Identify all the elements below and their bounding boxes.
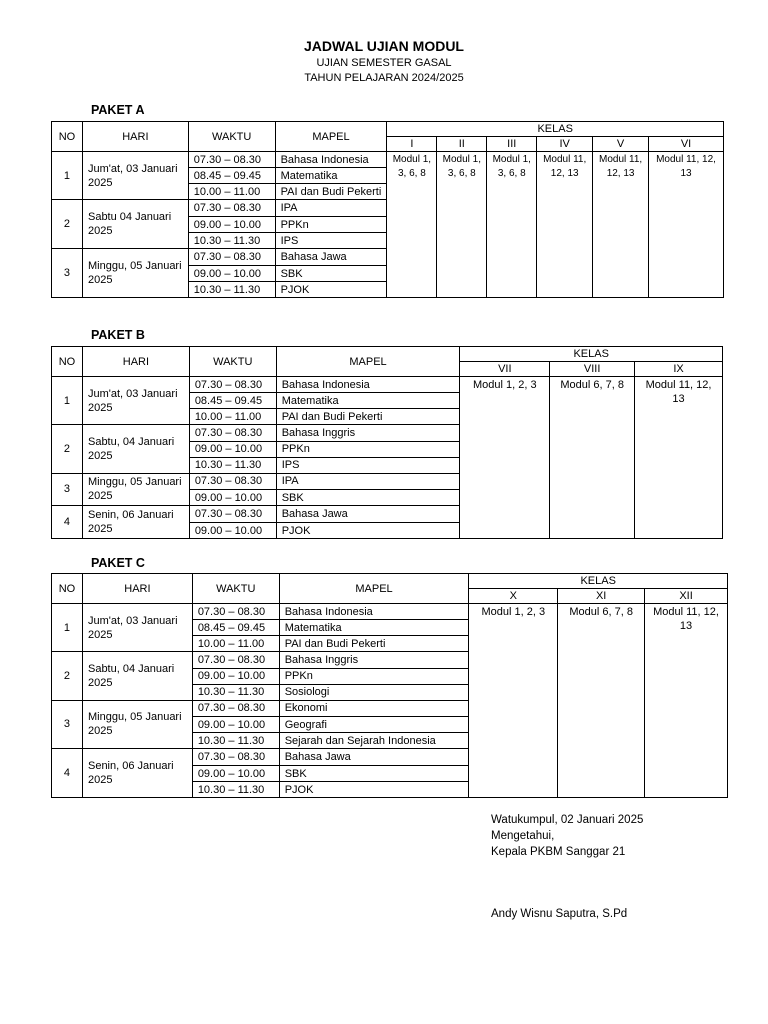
subject-cell: Matematika <box>275 168 387 184</box>
day-number: 3 <box>52 700 83 749</box>
paket-a-table <box>51 121 724 298</box>
subject-cell: PJOK <box>276 523 460 539</box>
time-cell: 09.00 – 10.00 <box>189 490 276 506</box>
class-header: VIII <box>550 362 635 377</box>
subject-cell: Bahasa Jawa <box>279 749 469 766</box>
class-header: XI <box>558 589 645 604</box>
class-header: IX <box>635 362 723 377</box>
table-row <box>52 152 724 168</box>
time-cell: 07.30 – 08.30 <box>192 604 279 620</box>
class-header: VII <box>460 362 550 377</box>
class-header: XII <box>645 589 728 604</box>
subject-cell: Bahasa Indonesia <box>276 377 460 393</box>
module-cell: Modul 1, 2, 3 <box>469 604 558 798</box>
day-number: 2 <box>52 200 83 249</box>
time-cell: 10.30 – 11.30 <box>189 457 276 473</box>
time-cell: 10.30 – 11.30 <box>188 282 275 298</box>
signature-place-date: Watukumpul, 02 Januari 2025 <box>491 814 644 826</box>
subject-cell: IPS <box>275 233 387 249</box>
module-cell: Modul 11, 12, 13 <box>537 152 593 298</box>
time-cell: 08.45 – 09.45 <box>188 168 275 184</box>
paket-c-table <box>51 573 728 798</box>
class-header: IV <box>537 137 593 152</box>
subject-cell: PJOK <box>275 282 387 298</box>
day-date: Minggu, 05 Januari 2025 <box>82 473 189 506</box>
time-cell: 09.00 – 10.00 <box>192 766 279 782</box>
day-date: Sabtu 04 Januari 2025 <box>82 200 188 249</box>
day-date: Minggu, 05 Januari 2025 <box>82 700 192 749</box>
time-cell: 07.30 – 08.30 <box>189 425 276 442</box>
day-number: 1 <box>52 152 83 200</box>
header-mapel: MAPEL <box>279 574 469 604</box>
document-title: JADWAL UJIAN MODUL <box>304 38 464 54</box>
signature-name: Andy Wisnu Saputra, S.Pd <box>491 908 628 920</box>
time-cell: 09.00 – 10.00 <box>188 266 275 282</box>
subject-cell: SBK <box>275 266 387 282</box>
time-cell: 10.00 – 11.00 <box>192 636 279 652</box>
time-cell: 08.45 – 09.45 <box>192 620 279 636</box>
time-cell: 09.00 – 10.00 <box>188 217 275 233</box>
subject-cell: Bahasa Jawa <box>276 506 460 523</box>
time-cell: 08.45 – 09.45 <box>189 393 276 409</box>
module-cell: Modul 6, 7, 8 <box>558 604 645 798</box>
header-kelas: KELAS <box>460 347 723 362</box>
subject-cell: IPA <box>275 200 387 217</box>
header-waktu: WAKTU <box>188 122 275 152</box>
day-date: Senin, 06 Januari 2025 <box>82 749 192 798</box>
subject-cell: SBK <box>276 490 460 506</box>
header-hari: HARI <box>82 347 189 377</box>
time-cell: 10.00 – 11.00 <box>189 409 276 425</box>
header-hari: HARI <box>82 122 188 152</box>
time-cell: 09.00 – 10.00 <box>192 668 279 684</box>
subject-cell: Bahasa Inggris <box>279 652 469 669</box>
subject-cell: Bahasa Indonesia <box>279 604 469 620</box>
header-no: NO <box>52 574 83 604</box>
module-cell: Modul 1, 2, 3 <box>460 377 550 539</box>
class-header: II <box>437 137 487 152</box>
day-date: Sabtu, 04 Januari 2025 <box>82 425 189 474</box>
class-header: X <box>469 589 558 604</box>
module-cell: Modul 1, 3, 6, 8 <box>487 152 537 298</box>
subject-cell: PPKn <box>279 668 469 684</box>
day-date: Senin, 06 Januari 2025 <box>82 506 189 539</box>
day-number: 3 <box>52 473 83 506</box>
time-cell: 10.30 – 11.30 <box>192 733 279 749</box>
time-cell: 09.00 – 10.00 <box>189 523 276 539</box>
day-number: 4 <box>52 749 83 798</box>
subject-cell: Sejarah dan Sejarah Indonesia <box>279 733 469 749</box>
document-subtitle: UJIAN SEMESTER GASAL <box>316 57 452 69</box>
subject-cell: PPKn <box>276 441 460 457</box>
subject-cell: Matematika <box>279 620 469 636</box>
module-cell: Modul 1, 3, 6, 8 <box>387 152 437 298</box>
header-mapel: MAPEL <box>276 347 460 377</box>
header-hari: HARI <box>82 574 192 604</box>
time-cell: 07.30 – 08.30 <box>192 749 279 766</box>
subject-cell: PPKn <box>275 217 387 233</box>
subject-cell: PJOK <box>279 782 469 798</box>
day-date: Jum'at, 03 Januari 2025 <box>82 604 192 652</box>
subject-cell: Matematika <box>276 393 460 409</box>
subject-cell: PAI dan Budi Pekerti <box>279 636 469 652</box>
day-number: 3 <box>52 249 83 298</box>
subject-cell: PAI dan Budi Pekerti <box>276 409 460 425</box>
module-cell: Modul 11, 12, 13 <box>649 152 724 298</box>
time-cell: 07.30 – 08.30 <box>189 377 276 393</box>
time-cell: 07.30 – 08.30 <box>192 700 279 717</box>
time-cell: 07.30 – 08.30 <box>188 152 275 168</box>
time-cell: 09.00 – 10.00 <box>192 717 279 733</box>
time-cell: 10.30 – 11.30 <box>192 782 279 798</box>
header-kelas: KELAS <box>387 122 724 137</box>
header-mapel: MAPEL <box>275 122 387 152</box>
time-cell: 07.30 – 08.30 <box>192 652 279 669</box>
subject-cell: Sosiologi <box>279 684 469 700</box>
paket-b-table <box>51 346 723 539</box>
paket-a-label: PAKET A <box>91 103 145 117</box>
subject-cell: Bahasa Inggris <box>276 425 460 442</box>
day-number: 1 <box>52 377 83 425</box>
subject-cell: Bahasa Jawa <box>275 249 387 266</box>
module-cell: Modul 11, 12, 13 <box>635 377 723 539</box>
header-waktu: WAKTU <box>189 347 276 377</box>
paket-c-label: PAKET C <box>91 556 145 570</box>
class-header: III <box>487 137 537 152</box>
time-cell: 07.30 – 08.30 <box>188 249 275 266</box>
time-cell: 07.30 – 08.30 <box>189 506 276 523</box>
day-number: 2 <box>52 652 83 701</box>
subject-cell: Bahasa Indonesia <box>275 152 387 168</box>
header-kelas: KELAS <box>469 574 728 589</box>
signature-position: Kepala PKBM Sanggar 21 <box>491 846 626 858</box>
module-cell: Modul 11, 12, 13 <box>593 152 649 298</box>
day-date: Sabtu, 04 Januari 2025 <box>82 652 192 701</box>
header-no: NO <box>52 347 83 377</box>
time-cell: 09.00 – 10.00 <box>189 441 276 457</box>
table-row <box>52 377 723 393</box>
day-number: 2 <box>52 425 83 474</box>
day-number: 1 <box>52 604 83 652</box>
table-row <box>52 604 728 620</box>
day-number: 4 <box>52 506 83 539</box>
academic-year: TAHUN PELAJARAN 2024/2025 <box>304 72 464 84</box>
subject-cell: Ekonomi <box>279 700 469 717</box>
subject-cell: IPS <box>276 457 460 473</box>
day-date: Jum'at, 03 Januari 2025 <box>82 152 188 200</box>
time-cell: 10.30 – 11.30 <box>188 233 275 249</box>
module-cell: Modul 1, 3, 6, 8 <box>437 152 487 298</box>
class-header: V <box>593 137 649 152</box>
signature-acknowledged: Mengetahui, <box>491 830 555 842</box>
module-cell: Modul 6, 7, 8 <box>550 377 635 539</box>
subject-cell: IPA <box>276 473 460 490</box>
class-header: I <box>387 137 437 152</box>
time-cell: 10.30 – 11.30 <box>192 684 279 700</box>
header-no: NO <box>52 122 83 152</box>
subject-cell: SBK <box>279 766 469 782</box>
header-waktu: WAKTU <box>192 574 279 604</box>
day-date: Jum'at, 03 Januari 2025 <box>82 377 189 425</box>
time-cell: 10.00 – 11.00 <box>188 184 275 200</box>
module-cell: Modul 11, 12, 13 <box>645 604 728 798</box>
paket-b-label: PAKET B <box>91 328 145 342</box>
day-date: Minggu, 05 Januari 2025 <box>82 249 188 298</box>
time-cell: 07.30 – 08.30 <box>188 200 275 217</box>
subject-cell: Geografi <box>279 717 469 733</box>
time-cell: 07.30 – 08.30 <box>189 473 276 490</box>
class-header: VI <box>649 137 724 152</box>
subject-cell: PAI dan Budi Pekerti <box>275 184 387 200</box>
